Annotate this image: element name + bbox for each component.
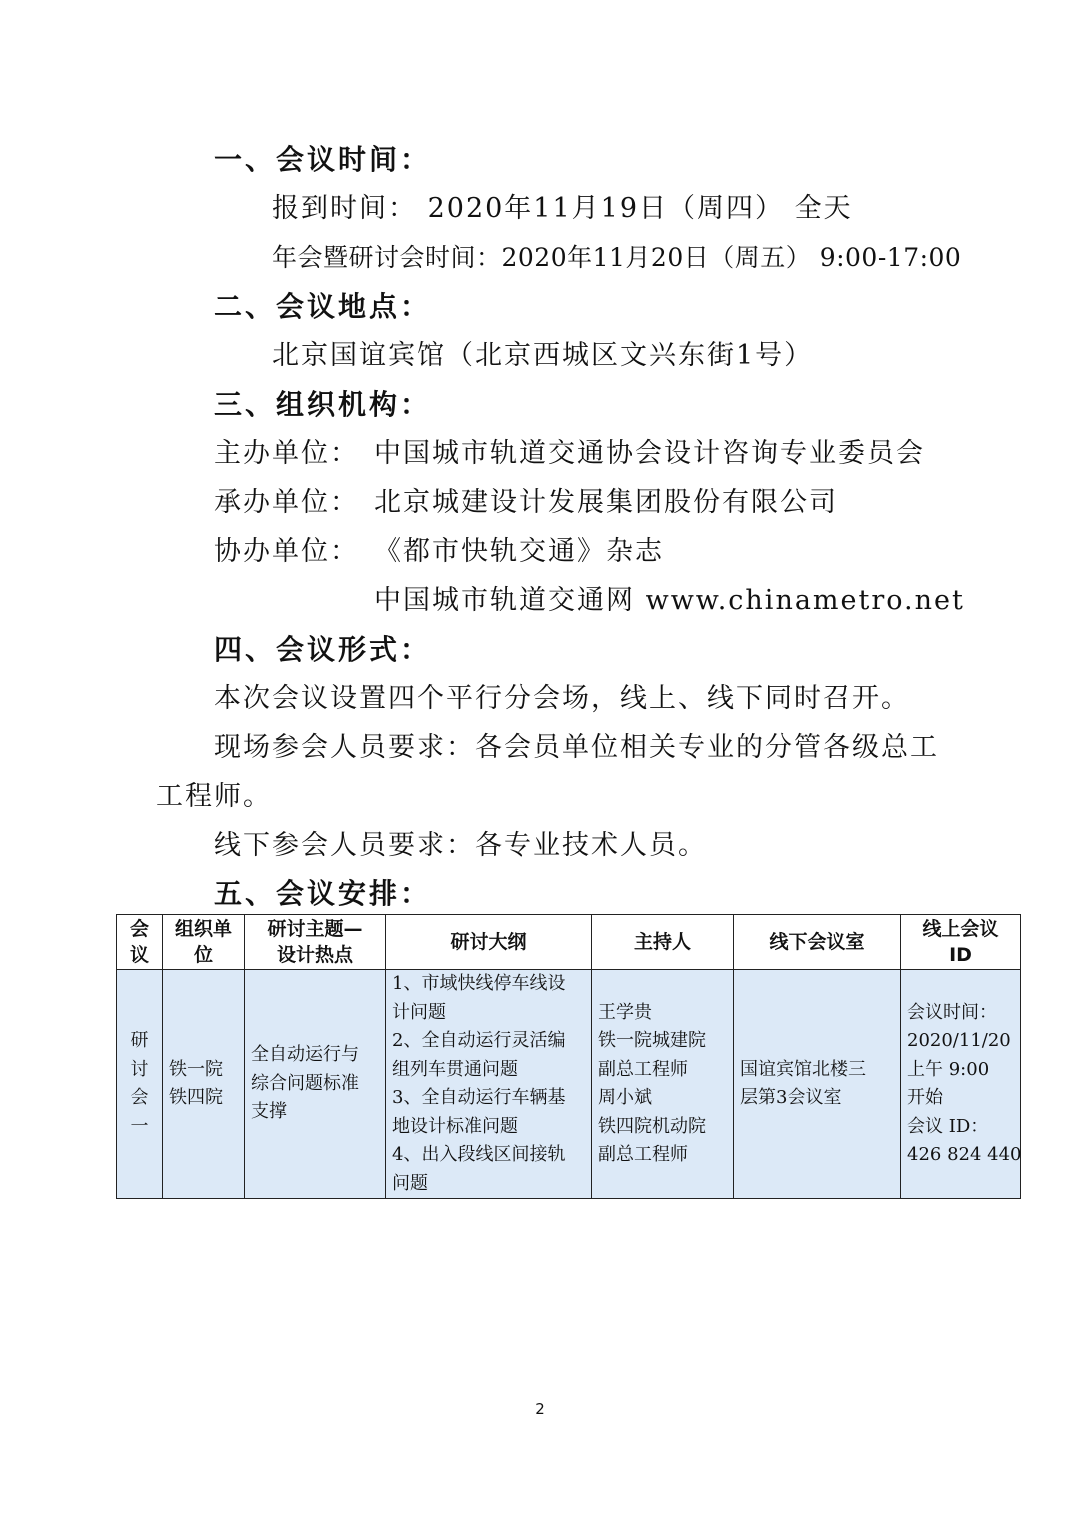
cell-meeting: 研 讨 会 一 xyxy=(117,970,163,1199)
organizer-label: 承办单位： xyxy=(214,487,359,518)
section-heading-organization: 三、组织机构： xyxy=(214,388,432,421)
cell-hosts: 王学贵 铁一院城建院 副总工程师 周小斌 铁四院机动院 副总工程师 xyxy=(592,970,734,1199)
host-row xyxy=(214,438,925,470)
host-value: 中国城市轨道交通协会设计咨询专业委员会 xyxy=(374,438,925,469)
checkin-time: 报到时间： 2020年11月19日（周四） 全天 xyxy=(272,193,853,224)
header-host: 主持人 xyxy=(592,915,734,970)
organizer-value: 北京城建设计发展集团股份有限公司 xyxy=(374,487,838,518)
cell-topic: 全自动运行与 综合问题标准 支撑 xyxy=(245,970,386,1199)
header-organizing-unit: 组织单 位 xyxy=(163,915,245,970)
header-topic: 研讨主题— 设计热点 xyxy=(245,915,386,970)
header-outline: 研讨大纲 xyxy=(386,915,592,970)
co-organizer-value-2: 中国城市轨道交通网 www.chinametro.net xyxy=(374,585,965,616)
cell-outline: 1、市域快线停车线设 计问题 2、全自动运行灵活编 组列车贯通问题 3、全自动运行车辆基 地设计标准问题 4、出入段线区间接轨 问题 xyxy=(386,970,592,1199)
co-organizer-value-1: 《都市快轨交通》杂志 xyxy=(374,536,664,567)
page-number: 2 xyxy=(535,1400,545,1418)
header-meeting: 会 议 xyxy=(117,915,163,970)
section-heading-venue: 二、会议地点： xyxy=(214,290,432,323)
format-paragraph-2a: 现场参会人员要求：各会员单位相关专业的分管各级总工 xyxy=(214,732,939,763)
schedule-table xyxy=(116,914,1021,1199)
format-paragraph-3: 线下参会人员要求：各专业技术人员。 xyxy=(214,830,707,861)
co-organizer-row xyxy=(214,536,664,568)
section-heading-format: 四、会议形式： xyxy=(214,633,432,666)
host-label: 主办单位： xyxy=(214,438,359,469)
header-offline-room: 线下会议室 xyxy=(734,915,901,970)
venue-text: 北京国谊宾馆（北京西城区文兴东街1号） xyxy=(272,340,814,371)
format-paragraph-1: 本次会议设置四个平行分会场，线上、线下同时召开。 xyxy=(214,683,910,714)
meeting-time: 年会暨研讨会时间：2020年11月20日（周五） 9:00-17:00 xyxy=(272,243,962,272)
table-row xyxy=(117,970,1021,1199)
co-organizer-label: 协办单位： xyxy=(214,536,359,567)
header-online-id: 线上会议 ID xyxy=(901,915,1021,970)
section-heading-schedule: 五、会议安排： xyxy=(214,877,432,910)
organizer-row xyxy=(214,487,838,519)
section-heading-time: 一、会议时间： xyxy=(214,143,432,176)
table-header-row xyxy=(117,915,1021,970)
cell-units: 铁一院 铁四院 xyxy=(163,970,245,1199)
cell-online-id: 会议时间： 2020/11/20 上午 9:00 开始 会议 ID： 426 824 440 xyxy=(901,970,1021,1199)
format-paragraph-2b: 工程师。 xyxy=(156,781,272,812)
cell-offline-room: 国谊宾馆北楼三 层第3会议室 xyxy=(734,970,901,1199)
